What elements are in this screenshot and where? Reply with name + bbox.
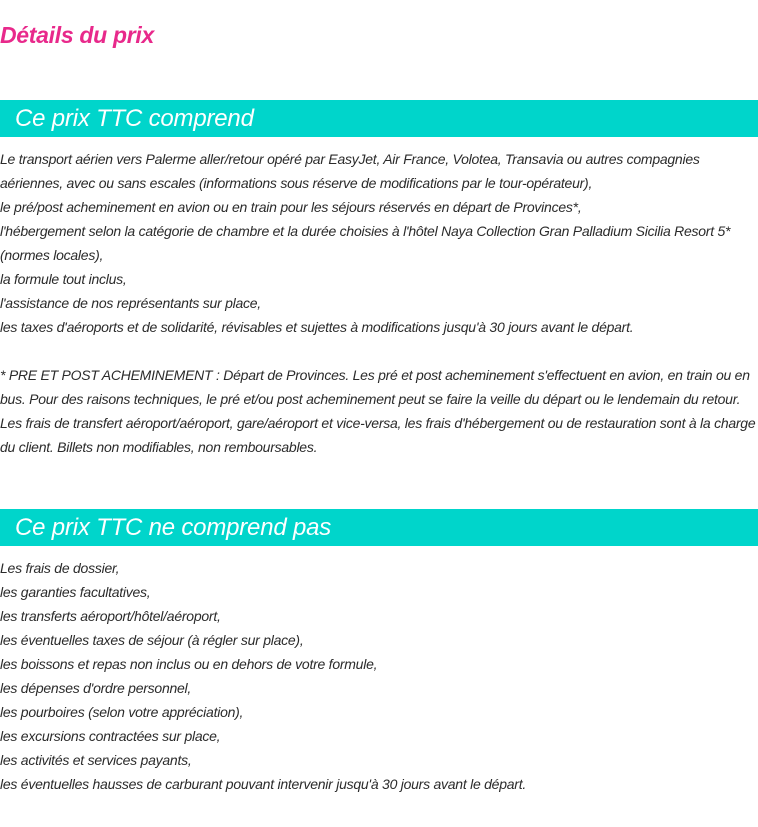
list-item: les pourboires (selon votre appréciation), <box>0 704 244 720</box>
list-item: l'hébergement selon la catégorie de chambre et la durée choisies à l'hôtel Naya Collection Gran Palladium Sicilia Resort 5* (normes locales), <box>0 223 731 263</box>
acheminement-note: * PRE ET POST ACHEMINEMENT : Départ de Provinces. Les pré et post acheminement s'effectuent en avion, en train ou en bus. Pour des raisons techniques, le pré et/ou post acheminement peut se faire la veille du départ ou le lendemain du retour. Les frais de transfert aéroport/aéroport, gare/aéroport et vice-versa, les frais d'hébergement ou de restauration sont à la charge du client. Billets non modifiables, non remboursables. <box>0 367 756 455</box>
excluded-section-header <box>0 509 758 546</box>
excluded-header-title: Ce prix TTC ne comprend pas <box>15 514 332 541</box>
list-item: les transferts aéroport/hôtel/aéroport, <box>0 608 221 624</box>
list-item: Le transport aérien vers Palerme aller/retour opéré par EasyJet, Air France, Volotea, Transavia ou autres compagnies aériennes, avec ou sans escales (informations sous réserve de modifications par le tour-opérateur), <box>0 151 700 191</box>
list-item: les éventuelles taxes de séjour (à régler sur place), <box>0 632 304 648</box>
list-item: les activités et services payants, <box>0 752 192 768</box>
list-item: l'assistance de nos représentants sur place, <box>0 295 261 311</box>
included-header-title: Ce prix TTC comprend <box>15 105 254 132</box>
list-item: la formule tout inclus, <box>0 271 127 287</box>
list-item: les garanties facultatives, <box>0 584 151 600</box>
list-item: les taxes d'aéroports et de solidarité, révisables et sujettes à modifications jusqu'à 30 jours avant le départ. <box>0 319 634 335</box>
excluded-list <box>0 556 758 796</box>
list-item: les éventuelles hausses de carburant pouvant intervenir jusqu'à 30 jours avant le départ. <box>0 776 526 792</box>
included-list <box>0 147 758 339</box>
list-item: Les frais de dossier, <box>0 560 120 576</box>
list-item: les boissons et repas non inclus ou en dehors de votre formule, <box>0 656 378 672</box>
included-section-header <box>0 100 758 137</box>
list-item: le pré/post acheminement en avion ou en train pour les séjours réservés en départ de Provinces*, <box>0 199 582 215</box>
page-title: Détails du prix <box>0 22 154 48</box>
included-note <box>0 363 758 459</box>
list-item: les excursions contractées sur place, <box>0 728 221 744</box>
list-item: les dépenses d'ordre personnel, <box>0 680 192 696</box>
